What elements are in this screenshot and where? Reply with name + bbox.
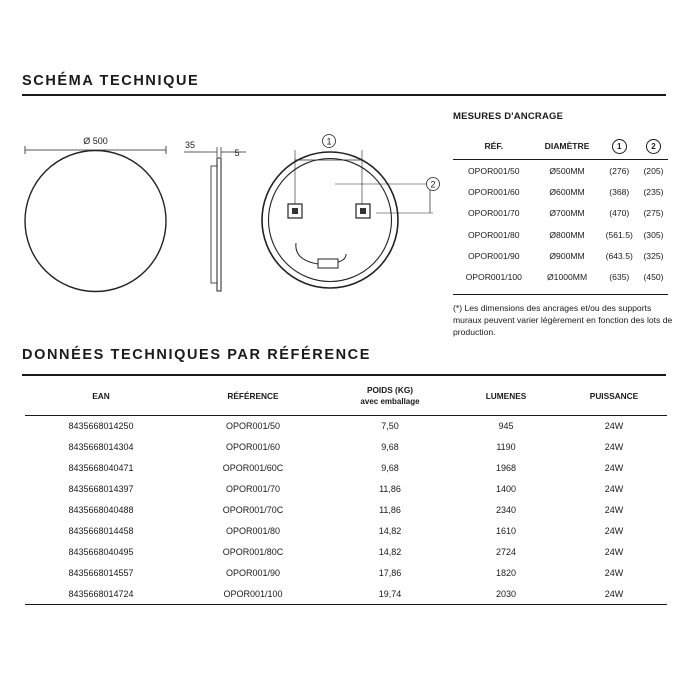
technical-weight: 14,82: [378, 546, 402, 557]
anchorage-title: MESURES D'ANCRAGE: [453, 111, 564, 122]
anchorage-col-diameter: DIAMÈTRE: [544, 141, 590, 151]
marker-1-label: 1: [326, 136, 332, 147]
technical-row: [25, 479, 667, 500]
technical-reference: OPOR001/80: [225, 525, 281, 536]
anchorage-m1: (368): [609, 186, 630, 197]
technical-reference: OPOR001/60C: [222, 463, 284, 474]
front-view: [25, 136, 166, 292]
anchorage-note: (*) Les dimensions des ancrages et/ou des supports muraux peuvent varier légèrement en fonction des lots de production.: [453, 303, 673, 338]
technical-reference: OPOR001/90: [225, 567, 281, 578]
anchorage-m1: (643.5): [605, 250, 633, 261]
anchor-left: [288, 204, 302, 218]
anchorage-col-1: 1: [612, 139, 627, 154]
technical-power: 24W: [604, 442, 624, 453]
technical-weight: 17,86: [378, 567, 402, 578]
technical-title-rule: [22, 374, 666, 376]
depth-label: 35: [184, 140, 196, 150]
anchorage-header-row: [453, 133, 668, 160]
technical-power: 24W: [604, 484, 624, 495]
anchorage-m1: (470): [609, 208, 630, 219]
anchor-right: [356, 204, 370, 218]
technical-lumens: 1190: [496, 442, 516, 453]
technical-col-ean: EAN: [92, 390, 110, 401]
technical-lumens: 1968: [495, 463, 517, 474]
anchorage-diameter: Ø700MM: [549, 208, 585, 219]
technical-weight: 14,82: [378, 525, 402, 536]
technical-col-power: PUISSANCE: [589, 390, 639, 401]
side-frame-profile: [211, 166, 217, 283]
technical-ean: 8435668014304: [68, 442, 134, 453]
technical-ean: 8435668040495: [68, 546, 134, 557]
technical-ean: 8435668014557: [68, 567, 134, 578]
anchorage-m2: (305): [643, 229, 664, 240]
technical-reference: OPOR001/100: [223, 588, 283, 599]
anchorage-row: [453, 160, 668, 182]
side-glass-profile: [217, 158, 221, 291]
technical-row: [25, 500, 667, 521]
technical-lumens: 2340: [495, 505, 517, 515]
anchorage-ref: OPOR001/80: [467, 229, 520, 240]
technical-reference: OPOR001/80C: [222, 546, 284, 557]
technical-power: 24W: [604, 421, 624, 432]
anchorage-col-ref: RÉF.: [484, 141, 504, 151]
anchorage-row: [453, 245, 668, 266]
technical-row: [25, 458, 667, 479]
technical-lumens: 1820: [495, 567, 517, 578]
marker-2-label: 2: [430, 179, 436, 190]
technical-weight: 11,86: [379, 484, 401, 495]
technical-reference: OPOR001/50: [225, 421, 281, 432]
diameter-label: Ø 500: [83, 136, 108, 146]
technical-power: 24W: [604, 463, 624, 474]
technical-drawing: [0, 100, 450, 330]
anchorage-bottom-rule: [453, 294, 668, 295]
technical-lumens: 1610: [495, 525, 517, 536]
technical-weight: 9,68: [381, 442, 399, 453]
technical-lumens: 2724: [495, 546, 517, 557]
side-view: [184, 140, 246, 291]
technical-ean: 8435668014397: [68, 484, 134, 495]
technical-ean: 8435668040471: [68, 463, 134, 474]
technical-weight: 9,68: [381, 463, 399, 474]
anchorage-m2: (205): [643, 165, 664, 176]
technical-power: 24W: [604, 588, 624, 599]
technical-header-row: [25, 377, 667, 416]
technical-row: [25, 416, 667, 437]
technical-lumens: 945: [498, 421, 514, 432]
anchor-left-center: [292, 208, 298, 214]
schema-title: SCHÉMA TECHNIQUE: [22, 73, 200, 89]
technical-lumens: 1400: [495, 484, 517, 495]
anchorage-row: [453, 224, 668, 245]
technical-weight: 7,50: [381, 421, 399, 432]
technical-row: [25, 520, 667, 541]
schema-title-rule: [22, 94, 666, 96]
anchorage-diameter: Ø1000MM: [546, 272, 588, 283]
technical-col-reference: RÉFÉRENCE: [227, 390, 279, 401]
anchorage-m2: (450): [643, 272, 664, 283]
anchorage-row: [453, 181, 668, 202]
anchorage-ref: OPOR001/100: [465, 272, 522, 283]
thickness-label: 5: [234, 148, 240, 158]
technical-weight: 11,86: [379, 505, 401, 515]
technical-reference: OPOR001/70: [225, 484, 281, 495]
technical-power: 24W: [604, 546, 624, 557]
technical-table: [25, 377, 667, 605]
technical-power: 24W: [604, 525, 624, 536]
technical-ean: 8435668040488: [68, 505, 134, 515]
mirror-front-circle: [25, 151, 166, 292]
anchorage-diameter: Ø800MM: [549, 229, 585, 240]
anchorage-ref: OPOR001/90: [467, 250, 520, 261]
technical-reference: OPOR001/70C: [222, 505, 284, 515]
anchorage-diameter: Ø900MM: [549, 250, 585, 261]
anchorage-ref: OPOR001/50: [467, 165, 520, 176]
back-view: [262, 135, 440, 289]
anchorage-m2: (325): [643, 250, 664, 261]
anchorage-diameter: Ø500MM: [549, 165, 585, 176]
anchorage-m1: (635): [609, 272, 630, 283]
technical-reference: OPOR001/60: [225, 442, 281, 453]
technical-title: DONNÉES TECHNIQUES PAR RÉFÉRENCE: [22, 347, 372, 363]
power-cable-end: [338, 254, 346, 262]
anchor-right-center: [360, 208, 366, 214]
anchorage-m1: (561.5): [605, 229, 633, 240]
technical-row: [25, 541, 667, 562]
power-cable: [296, 243, 318, 264]
anchorage-col-2: 2: [646, 139, 661, 154]
anchorage-table: [453, 133, 668, 288]
technical-col-weight-sub: avec emballage: [360, 397, 420, 406]
anchorage-row: [453, 203, 668, 224]
anchorage-ref: OPOR001/70: [467, 208, 520, 219]
technical-power: 24W: [604, 505, 624, 515]
anchorage-row: [453, 266, 668, 287]
anchorage-m2: (235): [643, 186, 664, 197]
technical-row: [25, 583, 667, 604]
technical-weight: 19,74: [378, 588, 402, 599]
technical-lumens: 2030: [495, 588, 517, 599]
led-driver-box: [318, 259, 338, 268]
technical-ean: 8435668014458: [68, 525, 134, 536]
anchorage-diameter: Ø600MM: [549, 186, 585, 197]
technical-power: 24W: [604, 567, 624, 578]
anchorage-m2: (275): [643, 208, 664, 219]
technical-ean: 8435668014724: [68, 588, 134, 599]
technical-ean: 8435668014250: [68, 421, 134, 432]
technical-col-weight: POIDS (KG): [366, 385, 414, 395]
anchorage-ref: OPOR001/60: [467, 186, 520, 197]
technical-col-lumens: LUMENES: [485, 390, 527, 401]
technical-row: [25, 562, 667, 583]
anchorage-m1: (276): [609, 165, 630, 176]
technical-row: [25, 437, 667, 458]
